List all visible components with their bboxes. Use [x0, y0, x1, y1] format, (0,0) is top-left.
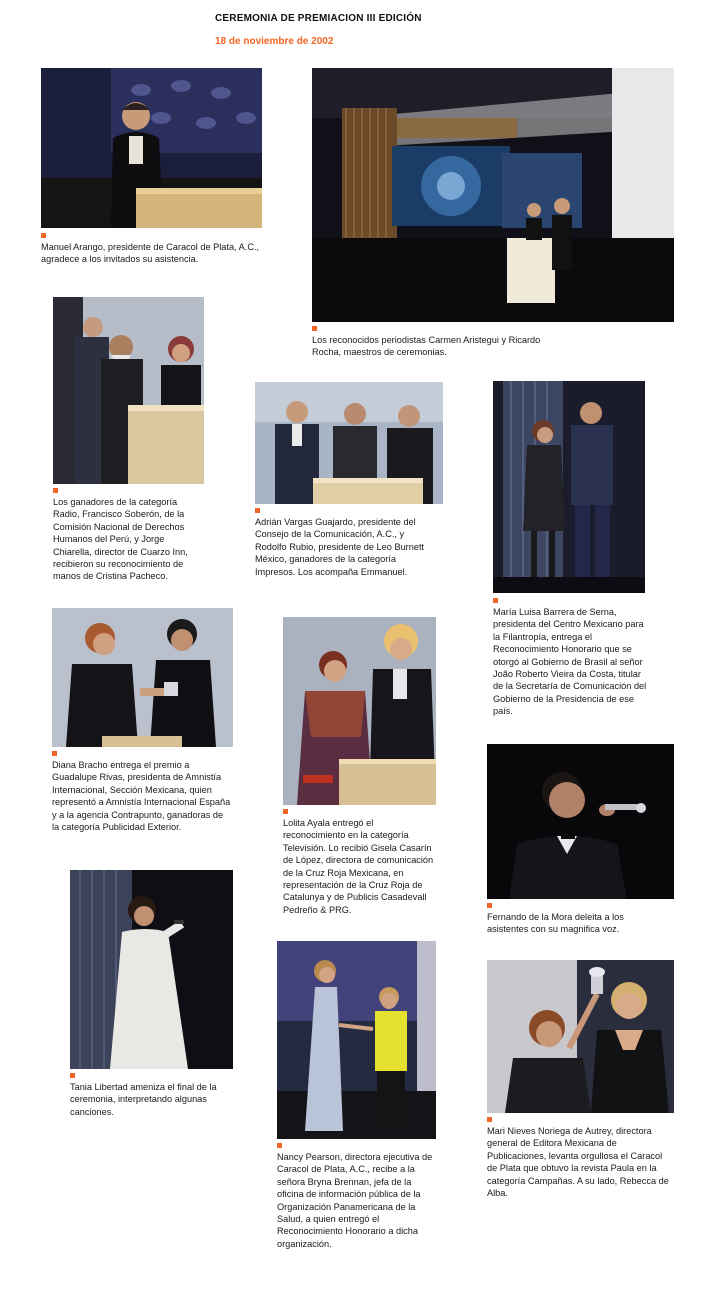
photo-tania-libertad	[70, 870, 233, 1069]
caption-marker	[283, 809, 288, 814]
caption-text: Manuel Arango, presidente de Caracol de Plata, A.C., agradece a los invitados su asistencia.	[41, 242, 260, 265]
caption-marker	[52, 751, 57, 756]
caption-photo-9	[70, 1073, 235, 1118]
caption-marker	[487, 1117, 492, 1122]
caption-text: Nancy Pearson, directora ejecutiva de Caracol de Plata, A.C., recibe a la señora Bryna Brennan, jefa de la oficina de información pública de la Organización Panamericana de la Salud, a quien entregó el Reconocimiento Honorario a dicha organización.	[277, 1152, 433, 1249]
caption-marker	[493, 598, 498, 603]
caption-marker	[41, 233, 46, 238]
caption-photo-10	[277, 1143, 439, 1250]
caption-marker	[277, 1143, 282, 1148]
photo-brasil-handshake	[493, 381, 645, 593]
event-date: 18 de noviembre de 2002	[215, 36, 334, 47]
caption-text: María Luisa Barrera de Serna, presidenta del Centro Mexicano para la Filantropía, entrega el Reconocimiento Honorario que se otorgó al Gobierno de Brasil al señor João Roberto Vieira da Costa, titular de la Secretaría de Comunicación del Gobierno de la Presidencia de ese país.	[493, 607, 647, 717]
caption-photo-7	[283, 809, 438, 916]
photo-lolita-ayala	[283, 617, 436, 805]
caption-photo-4	[255, 508, 435, 578]
photo-manuel-arango	[41, 68, 262, 228]
photo-nancy-pearson	[277, 941, 436, 1139]
caption-text: Tania Libertad ameniza el final de la ceremonia, interpretando algunas canciones.	[70, 1082, 217, 1117]
page-title: CEREMONIA DE PREMIACION III EDICIÓN	[215, 13, 422, 24]
caption-text: Fernando de la Mora deleita a los asistentes con su magnifica voz.	[487, 912, 624, 935]
caption-marker	[70, 1073, 75, 1078]
caption-photo-11	[487, 1117, 669, 1199]
caption-photo-8	[487, 903, 667, 936]
caption-marker	[255, 508, 260, 513]
photo-impresos-winners	[255, 382, 443, 504]
caption-text: Diana Bracho entrega el premio a Guadalupe Rivas, presidenta de Amnistía Internacional, Sección Mexicana, quien representó a Amnistía Internacional España y a la agencia Contrapunto, ganadoras de la categoría Publicidad Exterior.	[52, 760, 231, 833]
caption-text: Los ganadores de la categoría Radio, Francisco Soberón, de la Comisión Nacional de Derechos Humanos del Perú, y Jorge Chiarella, director de Cuarzo Inn, recibieron su reconocimiento de manos de Cristina Pacheco.	[53, 497, 188, 582]
caption-photo-2	[312, 326, 552, 359]
photo-radio-winners	[53, 297, 204, 484]
photo-mari-nieves-noriega	[487, 960, 674, 1113]
photo-stage-hosts	[312, 68, 674, 322]
caption-marker	[53, 488, 58, 493]
caption-photo-6	[52, 751, 232, 833]
caption-text: Adrián Vargas Guajardo, presidente del Consejo de la Comunicación, A.C., y Rodolfo Rubio, presidente de Leo Burnett México, ganadores de la categoría Impresos. Los acompaña Emmanuel.	[255, 517, 425, 577]
caption-photo-1	[41, 233, 261, 266]
caption-text: Mari Nieves Noriega de Autrey, directora general de Editora Mexicana de Publicaciones, levanta orgullosa el Caracol de Plata que obtuvo la revista Paula en la categoría Campañas. A su lado, Rebecca de Alba.	[487, 1126, 669, 1199]
caption-text: Lolita Ayala entregó el reconocimiento en la categoría Televisión. Lo recibió Gisela Casarín de López, directora de comunicación de la Cruz Roja Mexicana, en representación de la Cruz Roja de Catalunya y de Publicis Casadevall Pedreño & PRG.	[283, 818, 434, 915]
caption-photo-3	[53, 488, 205, 583]
caption-photo-5	[493, 598, 650, 718]
caption-text: Los reconocidos periodistas Carmen Aristegui y Ricardo Rocha, maestros de ceremonias.	[312, 335, 541, 358]
photo-diana-bracho	[52, 608, 233, 747]
caption-marker	[487, 903, 492, 908]
caption-marker	[312, 326, 317, 331]
photo-fernando-de-la-mora	[487, 744, 674, 899]
